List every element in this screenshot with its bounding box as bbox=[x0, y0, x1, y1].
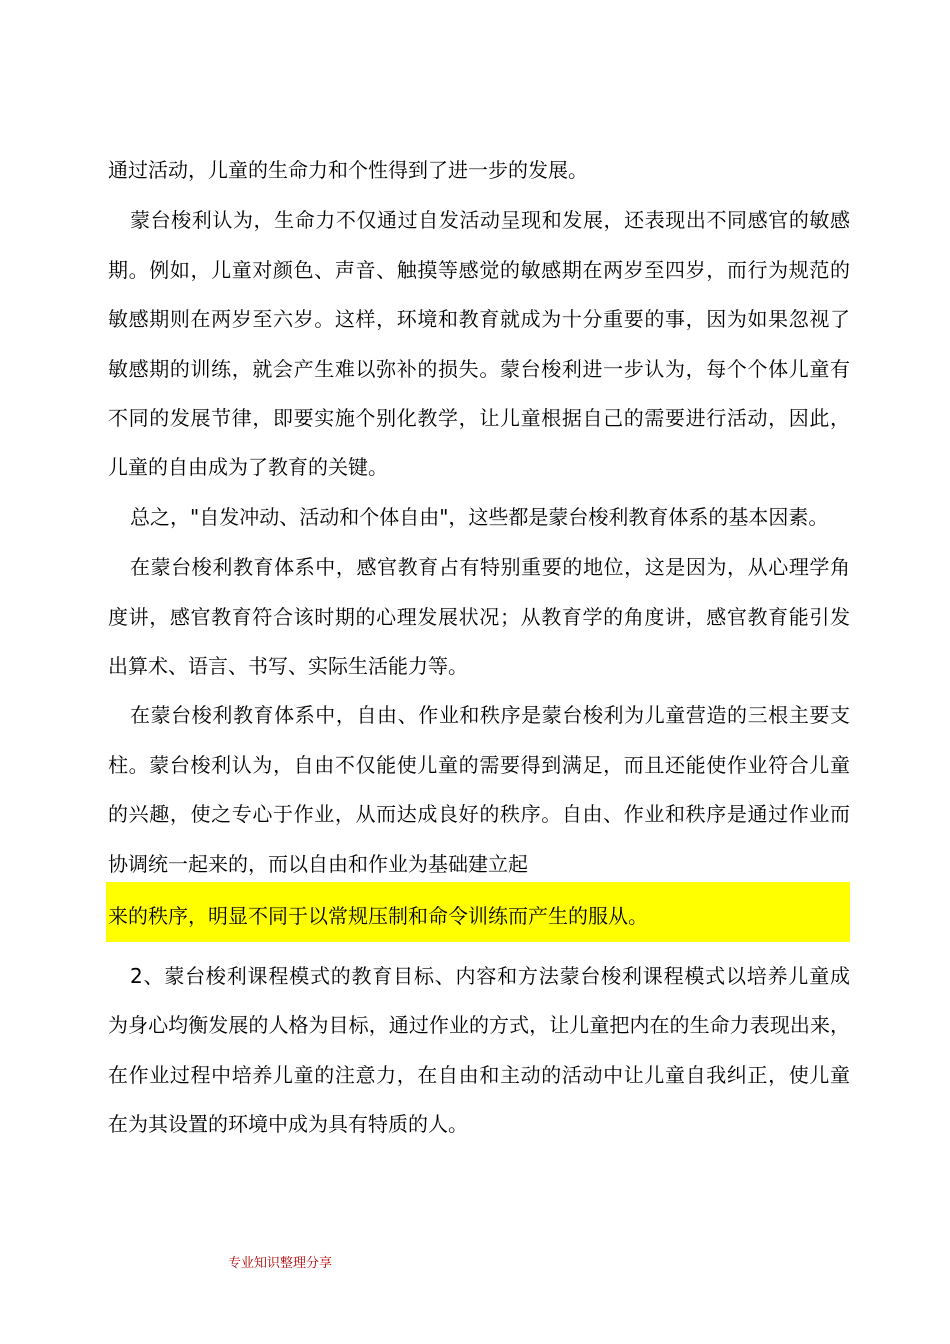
paragraph-5-line-1: 在蒙台梭利教育体系中，自由、作业和秩序是蒙台梭利为儿童营造的三根主要支 bbox=[130, 703, 850, 727]
paragraph-2-line-4: 敏感期的训练，就会产生难以弥补的损失。蒙台梭利进一步认为，每个个体儿童有 bbox=[108, 357, 850, 381]
paragraph-5-line-2: 柱。蒙台梭利认为，自由不仅能使儿童的需要得到满足，而且还能使作业符合儿童 bbox=[108, 753, 850, 777]
paragraph-5-line-5-highlighted: 来的秩序，明显不同于以常规压制和命令训练而产生的服从。 bbox=[108, 904, 648, 928]
paragraph-4-line-2: 度讲，感官教育符合该时期的心理发展状况；从教育学的角度讲，感官教育能引发 bbox=[108, 605, 850, 629]
paragraph-5-line-4: 协调统一起来的，而以自由和作业为基础建立起 bbox=[108, 852, 528, 876]
paragraph-5-line-3: 的兴趣，使之专心于作业，从而达成良好的秩序。自由、作业和秩序是通过作业而 bbox=[108, 802, 850, 826]
paragraph-6-line-3: 在作业过程中培养儿童的注意力，在自由和主动的活动中让儿童自我纠正，使儿童 bbox=[108, 1063, 850, 1087]
paragraph-4-line-3: 出算术、语言、书写、实际生活能力等。 bbox=[108, 654, 468, 678]
paragraph-6-line-4: 在为其设置的环境中成为具有特质的人。 bbox=[108, 1112, 468, 1136]
paragraph-4-line-1: 在蒙台梭利教育体系中，感官教育占有特别重要的地位，这是因为，从心理学角 bbox=[130, 555, 850, 579]
paragraph-2-line-2: 期。例如，儿童对颜色、声音、触摸等感觉的敏感期在两岁至四岁，而行为规范的 bbox=[108, 258, 850, 282]
paragraph-6-line-2: 为身心均衡发展的人格为目标，通过作业的方式，让儿童把内在的生命力表现出来， bbox=[108, 1013, 850, 1037]
paragraph-2-line-3: 敏感期则在两岁至六岁。这样，环境和教育就成为十分重要的事，因为如果忽视了 bbox=[108, 307, 850, 331]
footer-text: 专业知识整理分享 bbox=[228, 1256, 333, 1271]
paragraph-2-line-5: 不同的发展节律，即要实施个别化教学，让儿童根据自己的需要进行活动，因此， bbox=[108, 406, 850, 430]
paragraph-6-line-1: 2、蒙台梭利课程模式的教育目标、内容和方法蒙台梭利课程模式以培养儿童成 bbox=[130, 964, 850, 988]
paragraph-1-line-1: 通过活动，儿童的生命力和个性得到了进一步的发展。 bbox=[108, 158, 588, 182]
paragraph-3-line-1: 总之，"自发冲动、活动和个体自由"，这些都是蒙台梭利教育体系的基本因素。 bbox=[130, 505, 829, 529]
paragraph-2-line-6: 儿童的自由成为了教育的关键。 bbox=[108, 455, 388, 479]
paragraph-2-line-1: 蒙台梭利认为，生命力不仅通过自发活动呈现和发展，还表现出不同感官的敏感 bbox=[130, 208, 850, 232]
